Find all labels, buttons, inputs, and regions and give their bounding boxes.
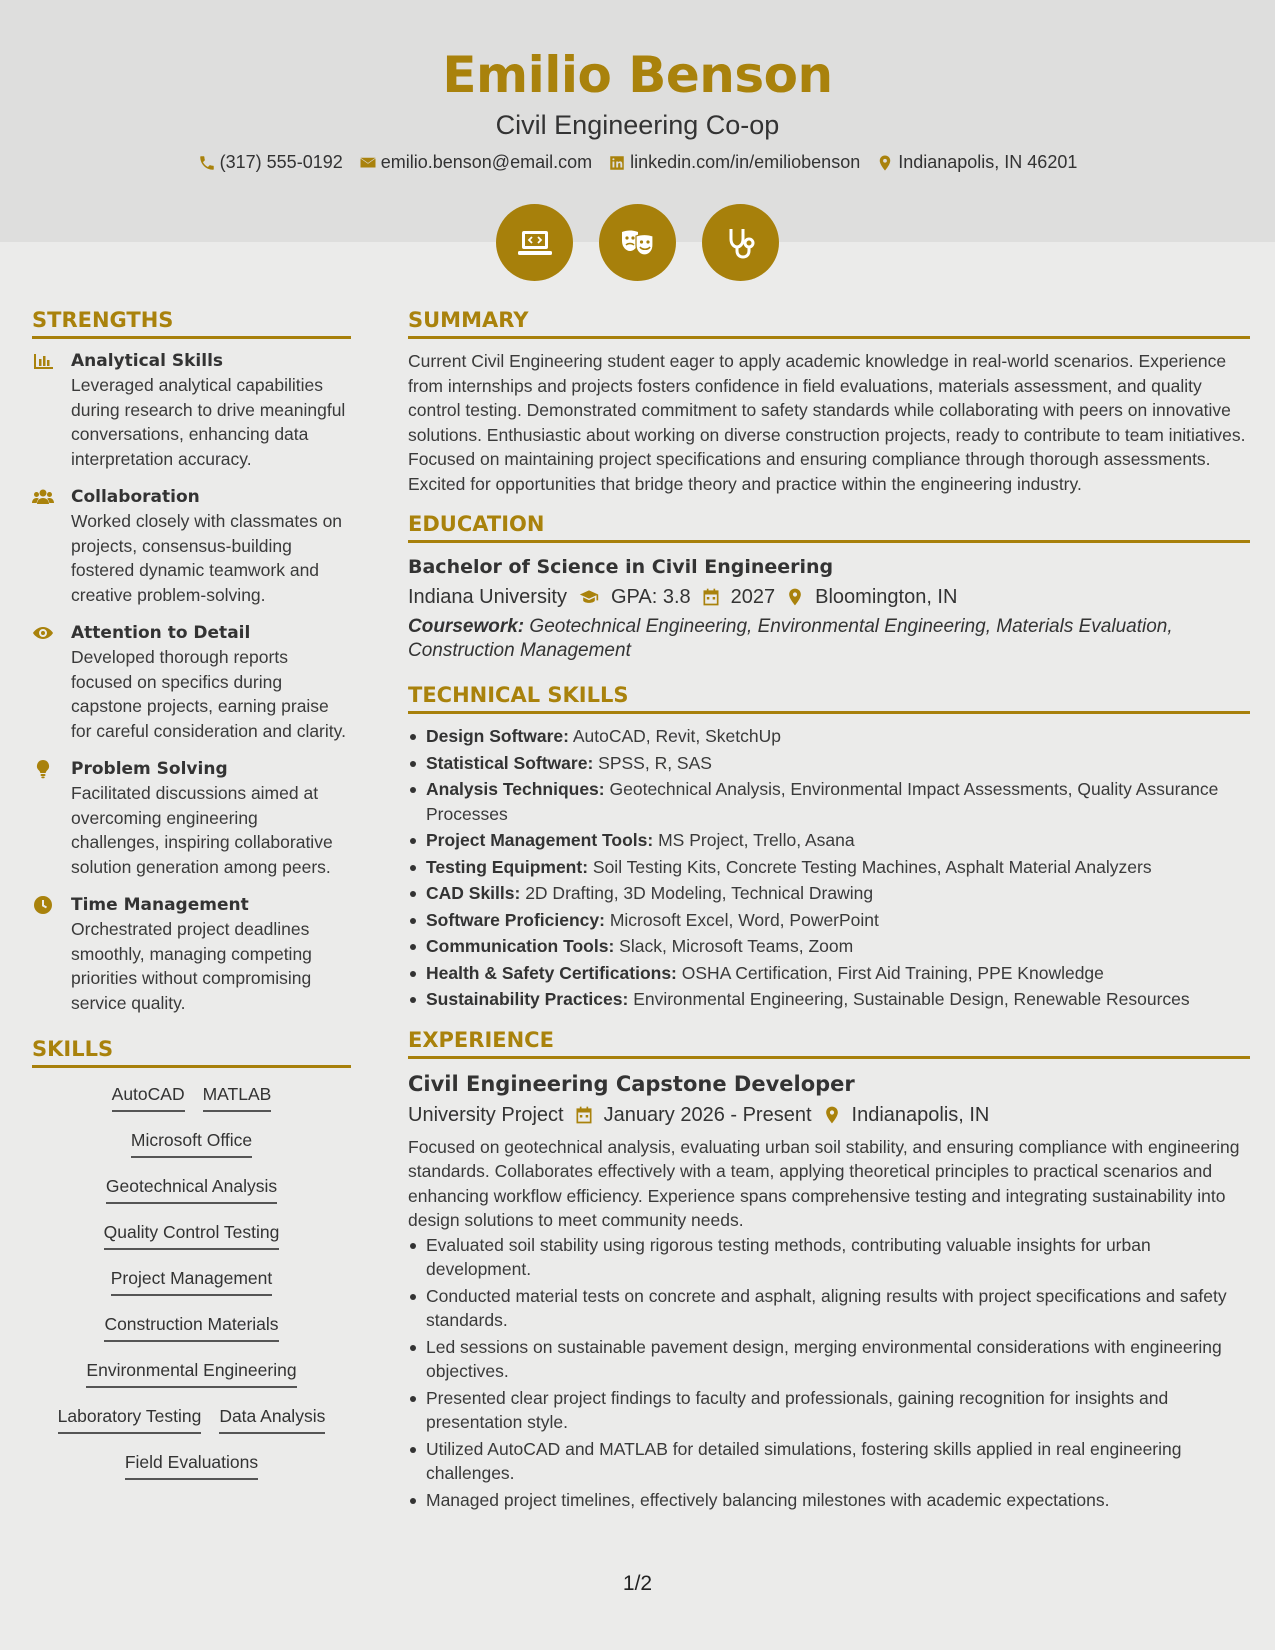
- school-location: Bloomington, IN: [815, 586, 958, 608]
- tech-skill-label: Communication Tools:: [426, 936, 615, 956]
- envelope-icon: [359, 154, 377, 172]
- list-item: [408, 934, 1250, 959]
- clock-icon: [32, 895, 54, 915]
- skills-list: [32, 1078, 351, 1480]
- tech-skill-value: 2D Drafting, 3D Modeling, Technical Drawing: [525, 883, 874, 903]
- list-item: Led sessions on sustainable pavement design, merging environmental considerations with engineering objectives.: [408, 1335, 1250, 1384]
- experience-meta: [408, 1099, 1250, 1131]
- skill-tag: Field Evaluations: [125, 1450, 258, 1480]
- list-item: Presented clear project findings to faculty and professionals, gaining recognition for insights and presentation style.: [408, 1386, 1250, 1435]
- tech-skill-value: AutoCAD, Revit, SketchUp: [572, 726, 781, 746]
- stethoscope-icon: [702, 204, 779, 281]
- skill-row: [32, 1174, 351, 1204]
- tech-skill-label: Statistical Software:: [426, 752, 594, 773]
- strength-item: [32, 893, 351, 1015]
- graduation-cap-icon: [577, 587, 601, 607]
- map-pin-icon: [822, 1105, 842, 1125]
- experience-bullets: [408, 1233, 1250, 1513]
- skill-tag: Data Analysis: [219, 1404, 325, 1434]
- list-item: [408, 724, 1250, 749]
- skill-tag: Construction Materials: [104, 1312, 278, 1342]
- list-item: [408, 828, 1250, 853]
- coursework: [408, 615, 1250, 663]
- education-heading: EDUCATION: [408, 512, 1250, 543]
- strength-title: Problem Solving: [71, 759, 228, 779]
- contact-location: [876, 152, 1077, 173]
- contact-phone-text: (317) 555-0192: [219, 152, 343, 172]
- contact-bar: [0, 152, 1275, 173]
- contact-location-text: Indianapolis, IN 46201: [898, 152, 1078, 172]
- tech-skill-value: OSHA Certification, First Aid Training, PPE Knowledge: [681, 962, 1104, 983]
- tech-skill-value: Slack, Microsoft Teams, Zoom: [619, 936, 854, 956]
- skill-row: [32, 1450, 351, 1480]
- skill-tag: AutoCAD: [112, 1082, 185, 1112]
- tech-skill-value: Geotechnical Analysis, Environmental Impact Assessments, Quality Assurance Processes: [426, 779, 1219, 824]
- bar-chart-icon: [32, 351, 54, 371]
- list-item: Managed project timelines, effectively balancing milestones with academic expectations.: [408, 1488, 1250, 1513]
- skill-tag: Project Management: [111, 1266, 272, 1296]
- candidate-name: Emilio Benson: [442, 46, 833, 104]
- tech-skill-value: Environmental Engineering, Sustainable Design, Renewable Resources: [633, 989, 1190, 1009]
- interest-icons: [0, 204, 1275, 281]
- map-pin-icon: [876, 154, 894, 172]
- phone-icon: [198, 154, 216, 172]
- users-icon: [32, 487, 54, 507]
- contact-phone[interactable]: [198, 152, 343, 173]
- lightbulb-icon: [32, 759, 54, 779]
- page-number: 1/2: [622, 1572, 653, 1595]
- left-column: [32, 308, 351, 1496]
- list-item: Evaluated soil stability using rigorous testing methods, contributing valuable insights for urban development.: [408, 1233, 1250, 1282]
- list-item: [408, 855, 1250, 880]
- strength-desc: Worked closely with classmates on projects, consensus-building fostered dynamic teamwork and creative problem-solving.: [71, 511, 343, 605]
- strength-item: [32, 349, 351, 471]
- tech-skill-value: SPSS, R, SAS: [598, 752, 712, 773]
- tech-skill-label: Software Proficiency:: [426, 909, 605, 930]
- coursework-list: Geotechnical Engineering, Environmental Engineering, Materials Evaluation, Construction Management: [408, 616, 1173, 661]
- skill-row: [32, 1082, 351, 1112]
- skill-row: [32, 1312, 351, 1342]
- list-item: [408, 961, 1250, 986]
- education-meta: [408, 581, 1250, 613]
- organization: University Project: [408, 1103, 564, 1126]
- list-item: Conducted material tests on concrete and asphalt, aligning results with project specifications and safety standards.: [408, 1284, 1250, 1333]
- skill-tag: MATLAB: [203, 1082, 272, 1112]
- contact-linkedin-text: linkedin.com/in/emiliobenson: [630, 152, 861, 172]
- skill-tag: Laboratory Testing: [58, 1404, 202, 1434]
- job-description: Focused on geotechnical analysis, evaluating urban soil stability, and ensuring compliance with engineering standards. Collaborates effectively with a team, applying theoretical principles to practical scenarios and enhancing workflow efficiency. Experience spans comprehensive testing and integrating sustainability into design solutions to meet community needs.: [408, 1136, 1240, 1230]
- tech-skill-value: MS Project, Trello, Asana: [658, 830, 855, 850]
- summary-heading: SUMMARY: [408, 308, 1250, 339]
- skill-tag: Microsoft Office: [131, 1128, 252, 1158]
- strength-desc: Orchestrated project deadlines smoothly, managing competing priorities without compromising service quality.: [71, 919, 312, 1013]
- skill-row: [32, 1220, 351, 1250]
- gpa: GPA: 3.8: [610, 586, 691, 608]
- coursework-label: Coursework:: [408, 616, 525, 637]
- list-item: [408, 751, 1250, 776]
- list-item: [408, 777, 1250, 826]
- grad-year: 2027: [730, 586, 776, 608]
- tech-skill-label: Sustainability Practices:: [426, 989, 629, 1009]
- contact-email[interactable]: [359, 152, 592, 173]
- calendar-icon: [574, 1105, 594, 1125]
- skill-tag: Environmental Engineering: [86, 1358, 296, 1388]
- strength-item: [32, 485, 351, 607]
- skill-tag: Geotechnical Analysis: [106, 1174, 277, 1204]
- skill-row: [32, 1266, 351, 1296]
- contact-linkedin[interactable]: [608, 152, 860, 173]
- tech-skill-label: Analysis Techniques:: [426, 779, 605, 799]
- list-item: Utilized AutoCAD and MATLAB for detailed simulations, fostering skills applied in real engineering challenges.: [408, 1437, 1250, 1486]
- list-item: [408, 908, 1250, 933]
- linkedin-icon: [608, 154, 626, 172]
- strength-item: [32, 621, 351, 743]
- strength-desc: Facilitated discussions aimed at overcoming engineering challenges, inspiring collaborative solution generation among peers.: [71, 783, 333, 877]
- tech-skill-label: Design Software:: [426, 726, 569, 746]
- tech-skill-label: CAD Skills:: [426, 883, 521, 903]
- strength-title: Analytical Skills: [71, 351, 224, 371]
- eye-icon: [32, 623, 54, 643]
- skill-row: [32, 1358, 351, 1388]
- job-title: Civil Engineering Capstone Developer: [408, 1071, 855, 1096]
- laptop-code-icon: [496, 204, 573, 281]
- right-column: [408, 308, 1250, 1514]
- strength-title: Collaboration: [71, 487, 200, 507]
- job-role: Civil Engineering Co-op: [495, 110, 780, 140]
- map-pin-icon: [785, 587, 805, 607]
- technical-skills-heading: TECHNICAL SKILLS: [408, 683, 1250, 714]
- job-dates: January 2026 - Present: [603, 1103, 812, 1126]
- strength-item: [32, 757, 351, 879]
- list-item: [408, 881, 1250, 906]
- strength-title: Time Management: [71, 895, 249, 915]
- skill-tag: Quality Control Testing: [104, 1220, 280, 1250]
- school-name: Indiana University: [408, 586, 567, 608]
- job-location: Indianapolis, IN: [851, 1103, 990, 1126]
- tech-skill-label: Project Management Tools:: [426, 830, 654, 850]
- tech-skill-value: Microsoft Excel, Word, PowerPoint: [609, 909, 879, 930]
- strengths-heading: STRENGTHS: [32, 308, 351, 339]
- strength-title: Attention to Detail: [71, 623, 251, 643]
- degree-title: Bachelor of Science in Civil Engineering: [408, 556, 834, 578]
- strength-desc: Leveraged analytical capabilities during research to drive meaningful conversations, enhancing data interpretation accuracy.: [71, 375, 346, 469]
- list-item: [408, 987, 1250, 1012]
- skills-heading: SKILLS: [32, 1037, 351, 1068]
- experience-heading: EXPERIENCE: [408, 1028, 1250, 1059]
- tech-skill-label: Testing Equipment:: [426, 856, 589, 877]
- summary-text: Current Civil Engineering student eager to apply academic knowledge in real-world scenarios. Experience from internships and projects fosters confidence in field evaluations, materials assessment, and quality control testing. Demonstrated commitment to safety standards while collaborating with peers on innovative solutions. Enthusiastic about working on diverse construction projects, ready to contribute to team initiatives. Focused on maintaining project specifications and ensuring compliance through thorough assessments. Excited for opportunities that bridge theory and practice within the engineering industry.: [408, 351, 1246, 494]
- tech-skill-label: Health & Safety Certifications:: [426, 962, 677, 983]
- contact-email-text: emilio.benson@email.com: [380, 152, 593, 172]
- technical-skills-list: [408, 724, 1250, 1012]
- skill-row: [32, 1128, 351, 1158]
- skill-row: [32, 1404, 351, 1434]
- theater-masks-icon: [599, 204, 676, 281]
- tech-skill-value: Soil Testing Kits, Concrete Testing Machines, Asphalt Material Analyzers: [592, 856, 1152, 877]
- strength-desc: Developed thorough reports focused on specifics during capstone projects, earning praise for careful consideration and clarity.: [71, 647, 346, 741]
- calendar-icon: [701, 587, 721, 607]
